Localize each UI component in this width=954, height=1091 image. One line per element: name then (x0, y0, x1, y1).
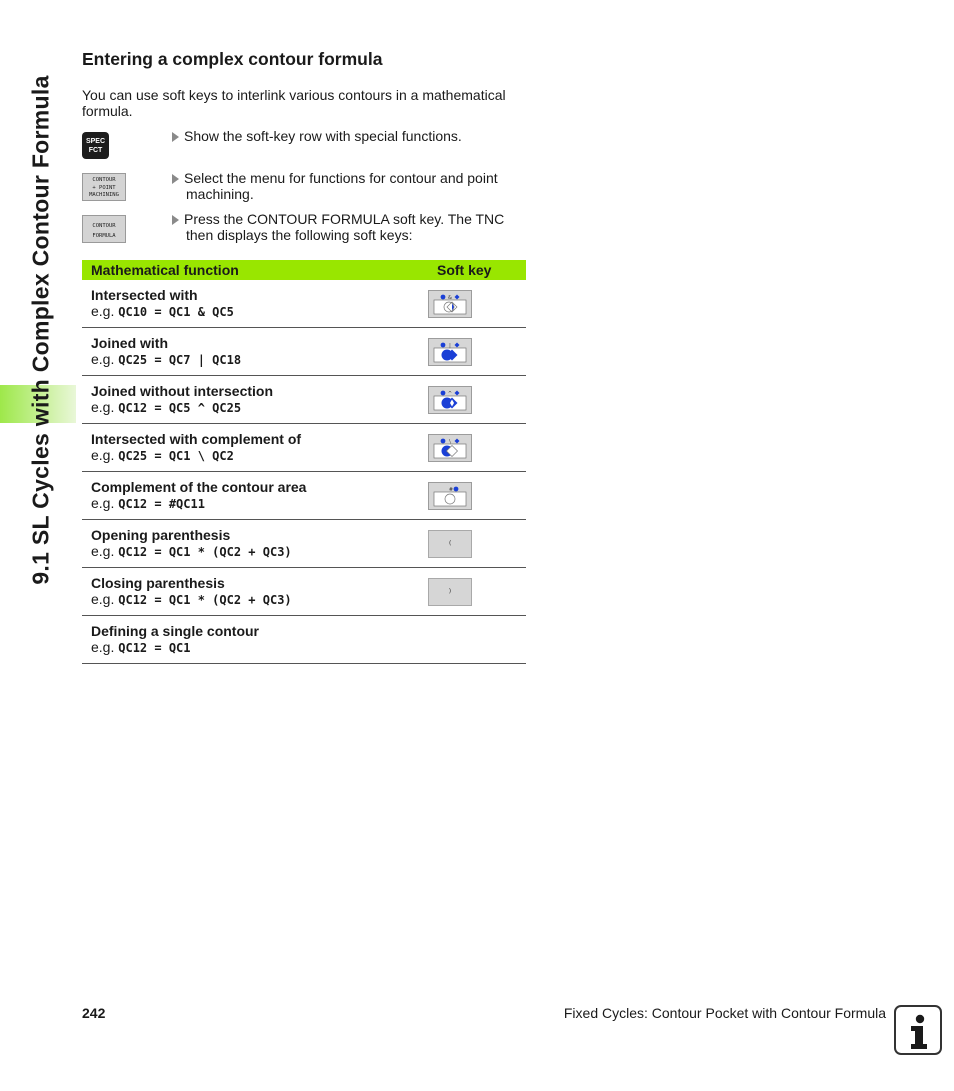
and-operator-softkey[interactable] (428, 290, 472, 318)
function-cell (82, 280, 428, 328)
contour-formula-softkey[interactable] (82, 215, 126, 243)
function-example (91, 351, 428, 368)
step-1 (172, 128, 522, 144)
table-row (82, 568, 526, 616)
softkey-cell (428, 472, 526, 520)
softkey-cell (428, 280, 526, 328)
example-formula: QC12 = QC1 (118, 641, 191, 655)
example-prefix: e.g. (91, 351, 115, 367)
minus-operator-softkey[interactable] (428, 434, 472, 462)
contour-point-machining-softkey[interactable] (82, 173, 126, 201)
table-row (82, 616, 526, 664)
example-formula: QC12 = QC1 * (QC2 + QC3) (118, 593, 292, 607)
header-soft-key: Soft key (428, 260, 526, 280)
function-example (91, 303, 428, 320)
xor-operator-softkey[interactable] (428, 386, 472, 414)
function-name: Closing parenthesis (91, 575, 225, 591)
softkey-cell (428, 520, 526, 568)
close-parenthesis-softkey[interactable]: ) (428, 578, 472, 606)
example-prefix: e.g. (91, 591, 115, 607)
step-3 (172, 211, 522, 243)
function-cell (82, 328, 428, 376)
complement-operator-softkey[interactable] (428, 482, 472, 510)
softkey-cell (428, 568, 526, 616)
page-heading: Entering a complex contour formula (82, 49, 383, 69)
complement-operator-symbol: # (448, 486, 454, 493)
softkey-cell (428, 424, 526, 472)
table-row (82, 472, 526, 520)
or-operator-icon (429, 339, 471, 365)
function-example (91, 543, 428, 560)
example-formula: QC10 = QC1 & QC5 (118, 305, 234, 319)
example-formula: QC12 = QC5 ^ QC25 (118, 401, 242, 415)
table-row (82, 280, 526, 328)
side-chapter-title-area (0, 0, 76, 700)
function-cell (82, 568, 428, 616)
function-example (91, 495, 428, 512)
step-arrow-icon (172, 174, 179, 184)
step-2-text-cont: machining. (186, 186, 254, 202)
softkey-label-3: MACHINING (89, 192, 119, 198)
example-formula: QC12 = QC1 * (QC2 + QC3) (118, 545, 292, 559)
function-cell (82, 520, 428, 568)
or-operator-symbol: | (449, 342, 451, 349)
function-name: Intersected with complement of (91, 431, 302, 447)
info-glyph (896, 1007, 940, 1053)
function-name: Intersected with (91, 287, 198, 303)
info-icon (894, 1005, 942, 1055)
step-arrow-icon (172, 132, 179, 142)
xor-operator-symbol: ^ (447, 390, 453, 397)
example-formula: QC25 = QC1 \ QC2 (118, 449, 234, 463)
step-1-text: Show the soft-key row with special functions. (184, 128, 462, 144)
function-name: Opening parenthesis (91, 527, 231, 543)
softkey-label-2: + POINT (92, 184, 116, 191)
softkey-label-1: CONTOUR (92, 177, 116, 183)
table-row (82, 328, 526, 376)
function-example (91, 399, 428, 416)
spec-fct-key-label-2: FCT (88, 147, 103, 154)
example-formula: QC25 = QC7 | QC18 (118, 353, 242, 367)
example-prefix: e.g. (91, 399, 115, 415)
table-row (82, 424, 526, 472)
function-example (91, 639, 428, 656)
function-name: Defining a single contour (91, 623, 260, 639)
step-3-text-cont: then displays the following soft keys: (186, 227, 413, 243)
example-formula: QC12 = #QC11 (118, 497, 205, 511)
spec-fct-key-label-1: SPEC (85, 138, 106, 145)
function-cell (82, 616, 428, 664)
page-number: 242 (82, 1005, 106, 1021)
function-name: Joined without intersection (91, 383, 274, 399)
example-prefix: e.g. (91, 447, 115, 463)
function-table (82, 260, 526, 664)
table-header-row (82, 260, 526, 280)
and-operator-icon (429, 291, 471, 317)
or-operator-softkey[interactable] (428, 338, 472, 366)
side-chapter-title: 9.1 SL Cycles with Complex Contour Formula (27, 75, 54, 585)
header-mathematical-function: Mathematical function (82, 260, 428, 280)
spec-fct-key[interactable] (82, 132, 109, 159)
softkey-cell-empty (428, 616, 526, 664)
example-prefix: e.g. (91, 639, 115, 655)
example-prefix: e.g. (91, 303, 115, 319)
table-row (82, 376, 526, 424)
footer-title: Fixed Cycles: Contour Pocket with Contour Formula (563, 1005, 886, 1021)
function-cell (82, 424, 428, 472)
softkey-cell (428, 328, 526, 376)
step-3-text: Press the CONTOUR FORMULA soft key. The TNC (184, 211, 505, 227)
step-2-text: Select the menu for functions for contour and point (184, 170, 498, 186)
softkey-label-1: CONTOUR (92, 223, 116, 229)
function-example (91, 447, 428, 464)
softkey-label-2: FORMULA (92, 233, 116, 239)
intro-paragraph: You can use soft keys to interlink various contours in a mathematical formula. (82, 87, 506, 119)
step-2 (172, 170, 522, 202)
minus-operator-symbol: \ (449, 438, 451, 445)
table-row (82, 520, 526, 568)
complement-operator-icon (429, 483, 471, 509)
function-cell (82, 472, 428, 520)
and-operator-symbol: & (448, 294, 452, 301)
softkey-cell (428, 376, 526, 424)
function-name: Joined with (91, 335, 168, 351)
example-prefix: e.g. (91, 543, 115, 559)
open-parenthesis-softkey[interactable]: ( (428, 530, 472, 558)
step-arrow-icon (172, 215, 179, 225)
function-cell (82, 376, 428, 424)
minus-operator-icon (429, 435, 471, 461)
example-prefix: e.g. (91, 495, 115, 511)
function-example (91, 591, 428, 608)
function-name: Complement of the contour area (91, 479, 307, 495)
xor-operator-icon (429, 387, 471, 413)
